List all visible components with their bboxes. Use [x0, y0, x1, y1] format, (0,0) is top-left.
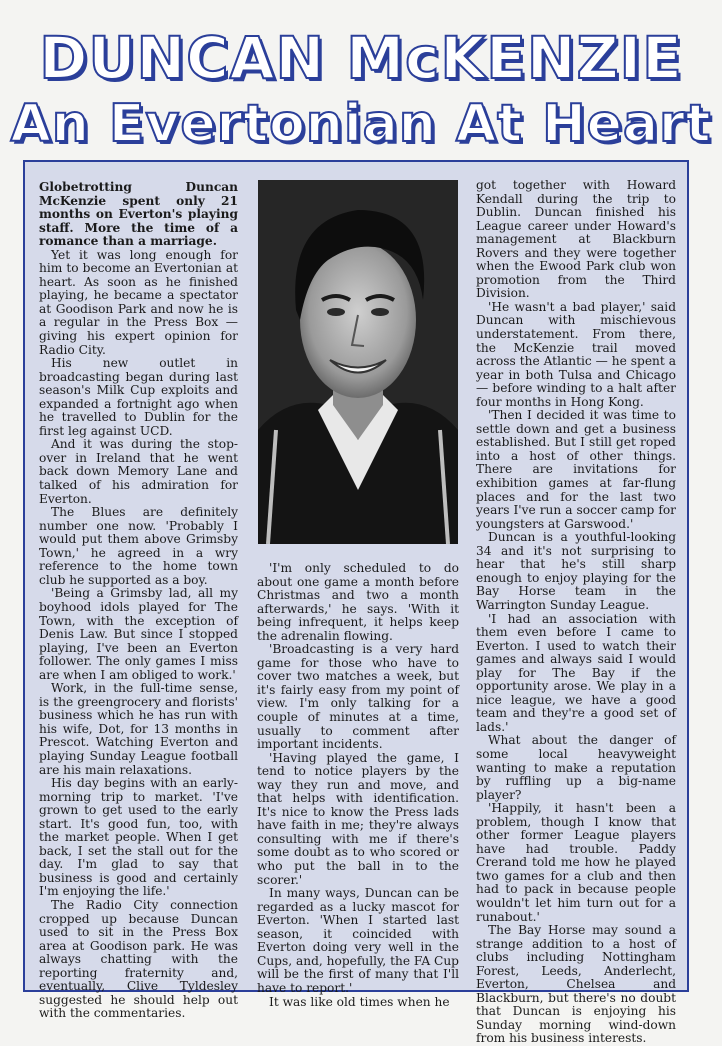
article-paragraph: got together with Howard Kendall during the trip to Dublin. Duncan finished his League career under Howard's management at Blackburn Rovers and they were together when the Ewood Park club won promotion from the Third Division.: [476, 178, 676, 301]
article-paragraph: 'Happily, it hasn't been a problem, though I know that other former League players have had trouble. Paddy Crerand told me how he played two games for a club and then had to pack in because people wouldn't let him turn out for a runabout.': [476, 801, 676, 924]
article-column-2: [257, 562, 459, 1009]
article-paragraph: Duncan is a youthful-looking 34 and it's not surprising to hear that he's still sharp enough to enjoy playing for the Bay Horse team in the Warrington Sunday League.: [476, 530, 676, 612]
article-paragraph: 'Having played the game, I tend to notice players by the way they run and move, and that helps with identification. It's nice to know the Press lads have faith in me; they're always consulting with me if there's some doubt as to who scored or who put the ball in to the scorer.': [257, 750, 459, 887]
article-paragraph: The Bay Horse may sound a strange addition to a host of clubs including Nottingham Forest, Leeds, Anderlecht, Everton, Chelsea and Blackburn, but there's no doubt that Duncan is enjoying his Sunday morning wind-down from his business interests.: [476, 923, 676, 1046]
article-paragraph: His new outlet in broadcasting began during last season's Milk Cup exploits and expanded a fortnight ago when he travelled to Dublin for the first leg against UCD.: [39, 356, 238, 438]
portrait-illustration: [258, 180, 458, 544]
article-paragraph: His day begins with an early-morning trip to market. 'I've grown to get used to the early start. It's good fun, too, with the market people. When I get back, I set the stall out for the day. I'm glad to say that business is good and certainly I'm enjoying the life.': [39, 776, 238, 899]
portrait-photo: [258, 180, 458, 544]
article-paragraph: What about the danger of some local heavyweight wanting to make a reputation by ruffling up a big-name player?: [476, 733, 676, 802]
article-paragraph: In many ways, Duncan can be regarded as a lucky mascot for Everton. 'When I started last season, it coincided with Everton doing very well in the Cups, and, hopefully, the FA Cup will be the first of many that I'll have to report.': [257, 886, 459, 995]
article-paragraph: It was like old times when he: [269, 994, 450, 1009]
article-paragraph: 'Being a Grimsby lad, all my boyhood idols played for The Town, with the exception of Denis Law. But since I stopped playing, I've been an Everton follower. The only games I miss are when I am obliged to work.': [39, 586, 238, 682]
article-paragraph: Work, in the full-time sense, is the greengrocery and florists' business which he has run with his wife, Dot, for 13 months in Prescot. Watching Everton and playing Sunday League football are his main relaxations.: [39, 681, 238, 777]
article-paragraph: 'He wasn't a bad player,' said Duncan with mischievous understatement. From there, the McKenzie trail moved across the Atlantic — he spent a year in both Tulsa and Chicago — before winding to a halt after four months in Hong Kong.: [476, 299, 676, 409]
article-paragraph: 'Then I decided it was time to settle down and get a business established. But I still get roped into a host of other things. There are invitations for exhibition games at far-flung places and for the last two years I've run a soccer camp for youngsters at Garswood.': [476, 408, 676, 531]
article-paragraph: The Blues are definitely number one now. 'Probably I would put them above Grimsby Town,' he agreed in a wry reference to the home town club he supported as a boy.: [39, 505, 238, 587]
article-paragraph: Yet it was long enough for him to become an Evertonian at heart. As soon as he finished playing, he became a spectator at Goodison Park and now he is a regular in the Press Box — giving his expert opinion for Radio City.: [39, 247, 238, 357]
article-column-3: [476, 179, 676, 1046]
headline-subtitle: An Evertonian At Heart: [10, 94, 712, 154]
article-paragraph: The Radio City connection cropped up because Duncan used to sit in the Press Box area at Goodison park. He was always chatting with the reporting fraternity and, eventually, Clive Tyldesley suggested he should help out with the commentaries.: [39, 897, 238, 1021]
article-paragraph: 'I'm only scheduled to do about one game a month before Christmas and two a month afterwards,' he says. 'With it being infrequent, it helps keep the adrenalin flowing.: [257, 561, 459, 643]
article-paragraph: And it was during the stop-over in Ireland that he went back down Memory Lane and talked of his admiration for Everton.: [39, 437, 238, 506]
article-paragraph: 'I had an association with them even before I came to Everton. I used to watch their games and always said I would play for The Bay if the opportunity arose. We play in a nice league, we have a good team and they're a good set of lads.': [476, 611, 676, 734]
article-paragraph: 'Broadcasting is a very hard game for those who have to cover two matches a week, but it's fairly easy from my point of view. I'm only talking for a couple of minutes at a time, usually to comment after important incidents.: [257, 642, 459, 752]
article-column-1: [39, 181, 238, 1021]
headline-name: DUNCAN McKENZIE: [39, 24, 683, 92]
article-intro: Globetrotting Duncan McKenzie spent only 21 months on Everton's playing staff. More the time of a romance than a marriage.: [39, 180, 238, 249]
